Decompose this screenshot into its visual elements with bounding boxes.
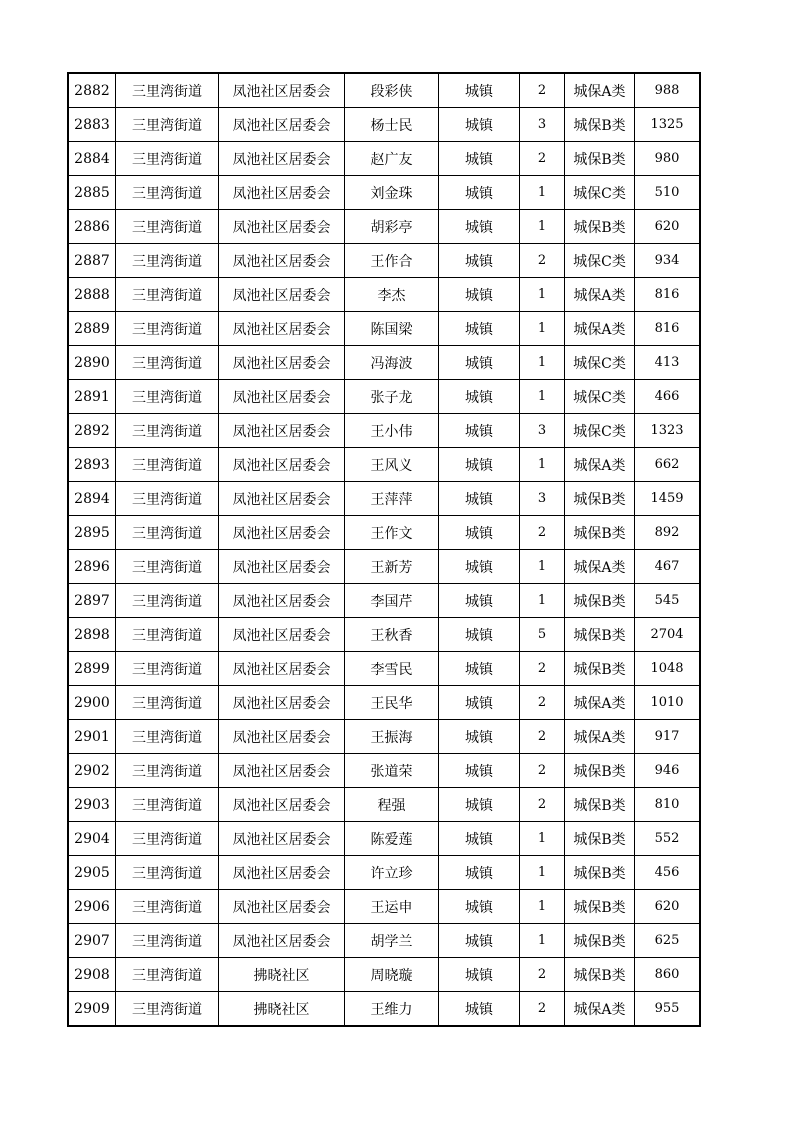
name-cell: 胡彩亭 (345, 210, 439, 244)
community-cell: 凤池社区居委会 (219, 448, 345, 482)
community-cell: 凤池社区居委会 (219, 856, 345, 890)
amount-cell: 2704 (635, 618, 701, 652)
member-count-cell: 2 (520, 788, 565, 822)
household-type-cell: 城镇 (439, 992, 520, 1027)
household-type-cell: 城镇 (439, 890, 520, 924)
street-cell: 三里湾街道 (116, 958, 219, 992)
name-cell: 王风义 (345, 448, 439, 482)
record-number-cell: 2904 (68, 822, 116, 856)
category-cell: 城保A类 (565, 278, 635, 312)
household-type-cell: 城镇 (439, 278, 520, 312)
household-type-cell: 城镇 (439, 176, 520, 210)
category-cell: 城保B类 (565, 958, 635, 992)
community-cell: 凤池社区居委会 (219, 720, 345, 754)
street-cell: 三里湾街道 (116, 244, 219, 278)
name-cell: 冯海波 (345, 346, 439, 380)
member-count-cell: 2 (520, 244, 565, 278)
street-cell: 三里湾街道 (116, 652, 219, 686)
record-number-cell: 2886 (68, 210, 116, 244)
table-row (68, 958, 700, 992)
member-count-cell: 2 (520, 754, 565, 788)
amount-cell: 1010 (635, 686, 701, 720)
community-cell: 凤池社区居委会 (219, 618, 345, 652)
household-type-cell: 城镇 (439, 380, 520, 414)
street-cell: 三里湾街道 (116, 550, 219, 584)
record-number-cell: 2903 (68, 788, 116, 822)
name-cell: 陈国梁 (345, 312, 439, 346)
name-cell: 张子龙 (345, 380, 439, 414)
name-cell: 李杰 (345, 278, 439, 312)
table-row (68, 244, 700, 278)
member-count-cell: 1 (520, 550, 565, 584)
category-cell: 城保C类 (565, 176, 635, 210)
category-cell: 城保B类 (565, 856, 635, 890)
record-number-cell: 2908 (68, 958, 116, 992)
member-count-cell: 2 (520, 652, 565, 686)
name-cell: 杨士民 (345, 108, 439, 142)
member-count-cell: 1 (520, 584, 565, 618)
table-row (68, 856, 700, 890)
category-cell: 城保A类 (565, 73, 635, 108)
category-cell: 城保B类 (565, 822, 635, 856)
community-cell: 凤池社区居委会 (219, 788, 345, 822)
name-cell: 王小伟 (345, 414, 439, 448)
name-cell: 王振海 (345, 720, 439, 754)
amount-cell: 816 (635, 312, 701, 346)
community-cell: 凤池社区居委会 (219, 686, 345, 720)
community-cell: 凤池社区居委会 (219, 244, 345, 278)
amount-cell: 456 (635, 856, 701, 890)
record-number-cell: 2882 (68, 73, 116, 108)
category-cell: 城保A类 (565, 686, 635, 720)
household-type-cell: 城镇 (439, 516, 520, 550)
category-cell: 城保B类 (565, 754, 635, 788)
community-cell: 凤池社区居委会 (219, 584, 345, 618)
member-count-cell: 3 (520, 482, 565, 516)
community-cell: 凤池社区居委会 (219, 754, 345, 788)
member-count-cell: 1 (520, 346, 565, 380)
name-cell: 胡学兰 (345, 924, 439, 958)
household-type-cell: 城镇 (439, 414, 520, 448)
amount-cell: 816 (635, 278, 701, 312)
name-cell: 陈爱莲 (345, 822, 439, 856)
record-number-cell: 2898 (68, 618, 116, 652)
category-cell: 城保C类 (565, 244, 635, 278)
amount-cell: 860 (635, 958, 701, 992)
member-count-cell: 2 (520, 516, 565, 550)
street-cell: 三里湾街道 (116, 482, 219, 516)
street-cell: 三里湾街道 (116, 346, 219, 380)
street-cell: 三里湾街道 (116, 142, 219, 176)
street-cell: 三里湾街道 (116, 686, 219, 720)
category-cell: 城保B类 (565, 210, 635, 244)
table-row (68, 550, 700, 584)
category-cell: 城保C类 (565, 414, 635, 448)
category-cell: 城保A类 (565, 992, 635, 1027)
amount-cell: 988 (635, 73, 701, 108)
record-table (67, 72, 701, 1027)
name-cell: 李雪民 (345, 652, 439, 686)
household-type-cell: 城镇 (439, 550, 520, 584)
category-cell: 城保C类 (565, 380, 635, 414)
record-number-cell: 2899 (68, 652, 116, 686)
amount-cell: 980 (635, 142, 701, 176)
member-count-cell: 1 (520, 278, 565, 312)
record-number-cell: 2906 (68, 890, 116, 924)
member-count-cell: 2 (520, 142, 565, 176)
community-cell: 凤池社区居委会 (219, 176, 345, 210)
member-count-cell: 5 (520, 618, 565, 652)
member-count-cell: 1 (520, 890, 565, 924)
table-row (68, 210, 700, 244)
table-row (68, 73, 700, 108)
household-type-cell: 城镇 (439, 788, 520, 822)
table-row (68, 686, 700, 720)
amount-cell: 552 (635, 822, 701, 856)
household-type-cell: 城镇 (439, 652, 520, 686)
street-cell: 三里湾街道 (116, 448, 219, 482)
community-cell: 凤池社区居委会 (219, 822, 345, 856)
name-cell: 刘金珠 (345, 176, 439, 210)
category-cell: 城保B类 (565, 516, 635, 550)
street-cell: 三里湾街道 (116, 414, 219, 448)
amount-cell: 467 (635, 550, 701, 584)
table-row (68, 822, 700, 856)
amount-cell: 1325 (635, 108, 701, 142)
table-row (68, 618, 700, 652)
record-number-cell: 2891 (68, 380, 116, 414)
street-cell: 三里湾街道 (116, 278, 219, 312)
community-cell: 凤池社区居委会 (219, 312, 345, 346)
record-number-cell: 2896 (68, 550, 116, 584)
category-cell: 城保A类 (565, 720, 635, 754)
table-row (68, 176, 700, 210)
table-row (68, 448, 700, 482)
record-number-cell: 2885 (68, 176, 116, 210)
street-cell: 三里湾街道 (116, 210, 219, 244)
name-cell: 王运申 (345, 890, 439, 924)
community-cell: 凤池社区居委会 (219, 924, 345, 958)
table-row (68, 720, 700, 754)
amount-cell: 946 (635, 754, 701, 788)
street-cell: 三里湾街道 (116, 856, 219, 890)
table-row (68, 584, 700, 618)
street-cell: 三里湾街道 (116, 754, 219, 788)
record-number-cell: 2905 (68, 856, 116, 890)
street-cell: 三里湾街道 (116, 618, 219, 652)
member-count-cell: 2 (520, 720, 565, 754)
category-cell: 城保B类 (565, 584, 635, 618)
community-cell: 凤池社区居委会 (219, 278, 345, 312)
street-cell: 三里湾街道 (116, 924, 219, 958)
community-cell: 凤池社区居委会 (219, 73, 345, 108)
member-count-cell: 1 (520, 312, 565, 346)
amount-cell: 662 (635, 448, 701, 482)
household-type-cell: 城镇 (439, 346, 520, 380)
record-number-cell: 2895 (68, 516, 116, 550)
household-type-cell: 城镇 (439, 924, 520, 958)
community-cell: 凤池社区居委会 (219, 414, 345, 448)
amount-cell: 1459 (635, 482, 701, 516)
record-table-body (68, 73, 700, 1026)
community-cell: 凤池社区居委会 (219, 890, 345, 924)
community-cell: 凤池社区居委会 (219, 516, 345, 550)
record-number-cell: 2907 (68, 924, 116, 958)
name-cell: 王秋香 (345, 618, 439, 652)
name-cell: 王作文 (345, 516, 439, 550)
member-count-cell: 1 (520, 176, 565, 210)
category-cell: 城保A类 (565, 550, 635, 584)
street-cell: 三里湾街道 (116, 108, 219, 142)
household-type-cell: 城镇 (439, 720, 520, 754)
record-number-cell: 2892 (68, 414, 116, 448)
record-number-cell: 2901 (68, 720, 116, 754)
member-count-cell: 1 (520, 924, 565, 958)
category-cell: 城保B类 (565, 890, 635, 924)
member-count-cell: 2 (520, 992, 565, 1027)
household-type-cell: 城镇 (439, 448, 520, 482)
household-type-cell: 城镇 (439, 686, 520, 720)
table-row (68, 754, 700, 788)
category-cell: 城保B类 (565, 788, 635, 822)
street-cell: 三里湾街道 (116, 992, 219, 1027)
name-cell: 王民华 (345, 686, 439, 720)
table-row (68, 108, 700, 142)
household-type-cell: 城镇 (439, 754, 520, 788)
community-cell: 凤池社区居委会 (219, 380, 345, 414)
street-cell: 三里湾街道 (116, 176, 219, 210)
amount-cell: 510 (635, 176, 701, 210)
household-type-cell: 城镇 (439, 584, 520, 618)
table-row (68, 992, 700, 1027)
community-cell: 凤池社区居委会 (219, 652, 345, 686)
street-cell: 三里湾街道 (116, 822, 219, 856)
community-cell: 拂晓社区 (219, 992, 345, 1027)
household-type-cell: 城镇 (439, 312, 520, 346)
table-row (68, 516, 700, 550)
member-count-cell: 3 (520, 414, 565, 448)
amount-cell: 625 (635, 924, 701, 958)
community-cell: 凤池社区居委会 (219, 210, 345, 244)
amount-cell: 917 (635, 720, 701, 754)
category-cell: 城保A类 (565, 312, 635, 346)
record-number-cell: 2884 (68, 142, 116, 176)
household-type-cell: 城镇 (439, 73, 520, 108)
category-cell: 城保C类 (565, 346, 635, 380)
amount-cell: 466 (635, 380, 701, 414)
street-cell: 三里湾街道 (116, 312, 219, 346)
member-count-cell: 1 (520, 448, 565, 482)
name-cell: 赵广友 (345, 142, 439, 176)
category-cell: 城保B类 (565, 924, 635, 958)
table-row (68, 788, 700, 822)
record-number-cell: 2897 (68, 584, 116, 618)
table-row (68, 652, 700, 686)
street-cell: 三里湾街道 (116, 584, 219, 618)
member-count-cell: 1 (520, 380, 565, 414)
street-cell: 三里湾街道 (116, 380, 219, 414)
amount-cell: 892 (635, 516, 701, 550)
amount-cell: 1323 (635, 414, 701, 448)
community-cell: 凤池社区居委会 (219, 142, 345, 176)
amount-cell: 810 (635, 788, 701, 822)
category-cell: 城保B类 (565, 652, 635, 686)
household-type-cell: 城镇 (439, 142, 520, 176)
name-cell: 王维力 (345, 992, 439, 1027)
table-row (68, 380, 700, 414)
name-cell: 程强 (345, 788, 439, 822)
household-type-cell: 城镇 (439, 244, 520, 278)
name-cell: 李国芹 (345, 584, 439, 618)
table-row (68, 278, 700, 312)
table-row (68, 142, 700, 176)
household-type-cell: 城镇 (439, 856, 520, 890)
community-cell: 凤池社区居委会 (219, 108, 345, 142)
household-type-cell: 城镇 (439, 482, 520, 516)
record-number-cell: 2883 (68, 108, 116, 142)
household-type-cell: 城镇 (439, 108, 520, 142)
table-row (68, 414, 700, 448)
record-number-cell: 2894 (68, 482, 116, 516)
record-number-cell: 2902 (68, 754, 116, 788)
community-cell: 凤池社区居委会 (219, 346, 345, 380)
name-cell: 王作合 (345, 244, 439, 278)
category-cell: 城保B类 (565, 108, 635, 142)
record-number-cell: 2888 (68, 278, 116, 312)
household-type-cell: 城镇 (439, 822, 520, 856)
name-cell: 周晓璇 (345, 958, 439, 992)
amount-cell: 545 (635, 584, 701, 618)
amount-cell: 934 (635, 244, 701, 278)
name-cell: 段彩侠 (345, 73, 439, 108)
name-cell: 许立珍 (345, 856, 439, 890)
member-count-cell: 2 (520, 73, 565, 108)
category-cell: 城保B类 (565, 142, 635, 176)
street-cell: 三里湾街道 (116, 890, 219, 924)
table-row (68, 890, 700, 924)
table-row (68, 482, 700, 516)
household-type-cell: 城镇 (439, 618, 520, 652)
record-number-cell: 2900 (68, 686, 116, 720)
street-cell: 三里湾街道 (116, 788, 219, 822)
member-count-cell: 1 (520, 822, 565, 856)
record-number-cell: 2889 (68, 312, 116, 346)
record-number-cell: 2893 (68, 448, 116, 482)
category-cell: 城保B类 (565, 618, 635, 652)
table-row (68, 312, 700, 346)
community-cell: 拂晓社区 (219, 958, 345, 992)
table-row (68, 346, 700, 380)
street-cell: 三里湾街道 (116, 73, 219, 108)
community-cell: 凤池社区居委会 (219, 550, 345, 584)
amount-cell: 620 (635, 210, 701, 244)
amount-cell: 1048 (635, 652, 701, 686)
household-type-cell: 城镇 (439, 210, 520, 244)
amount-cell: 955 (635, 992, 701, 1027)
name-cell: 王萍萍 (345, 482, 439, 516)
amount-cell: 620 (635, 890, 701, 924)
member-count-cell: 3 (520, 108, 565, 142)
street-cell: 三里湾街道 (116, 516, 219, 550)
record-number-cell: 2909 (68, 992, 116, 1027)
amount-cell: 413 (635, 346, 701, 380)
record-number-cell: 2887 (68, 244, 116, 278)
community-cell: 凤池社区居委会 (219, 482, 345, 516)
name-cell: 张道荣 (345, 754, 439, 788)
table-row (68, 924, 700, 958)
member-count-cell: 2 (520, 686, 565, 720)
street-cell: 三里湾街道 (116, 720, 219, 754)
category-cell: 城保B类 (565, 482, 635, 516)
name-cell: 王新芳 (345, 550, 439, 584)
member-count-cell: 2 (520, 958, 565, 992)
household-type-cell: 城镇 (439, 958, 520, 992)
category-cell: 城保A类 (565, 448, 635, 482)
member-count-cell: 1 (520, 210, 565, 244)
record-number-cell: 2890 (68, 346, 116, 380)
member-count-cell: 1 (520, 856, 565, 890)
